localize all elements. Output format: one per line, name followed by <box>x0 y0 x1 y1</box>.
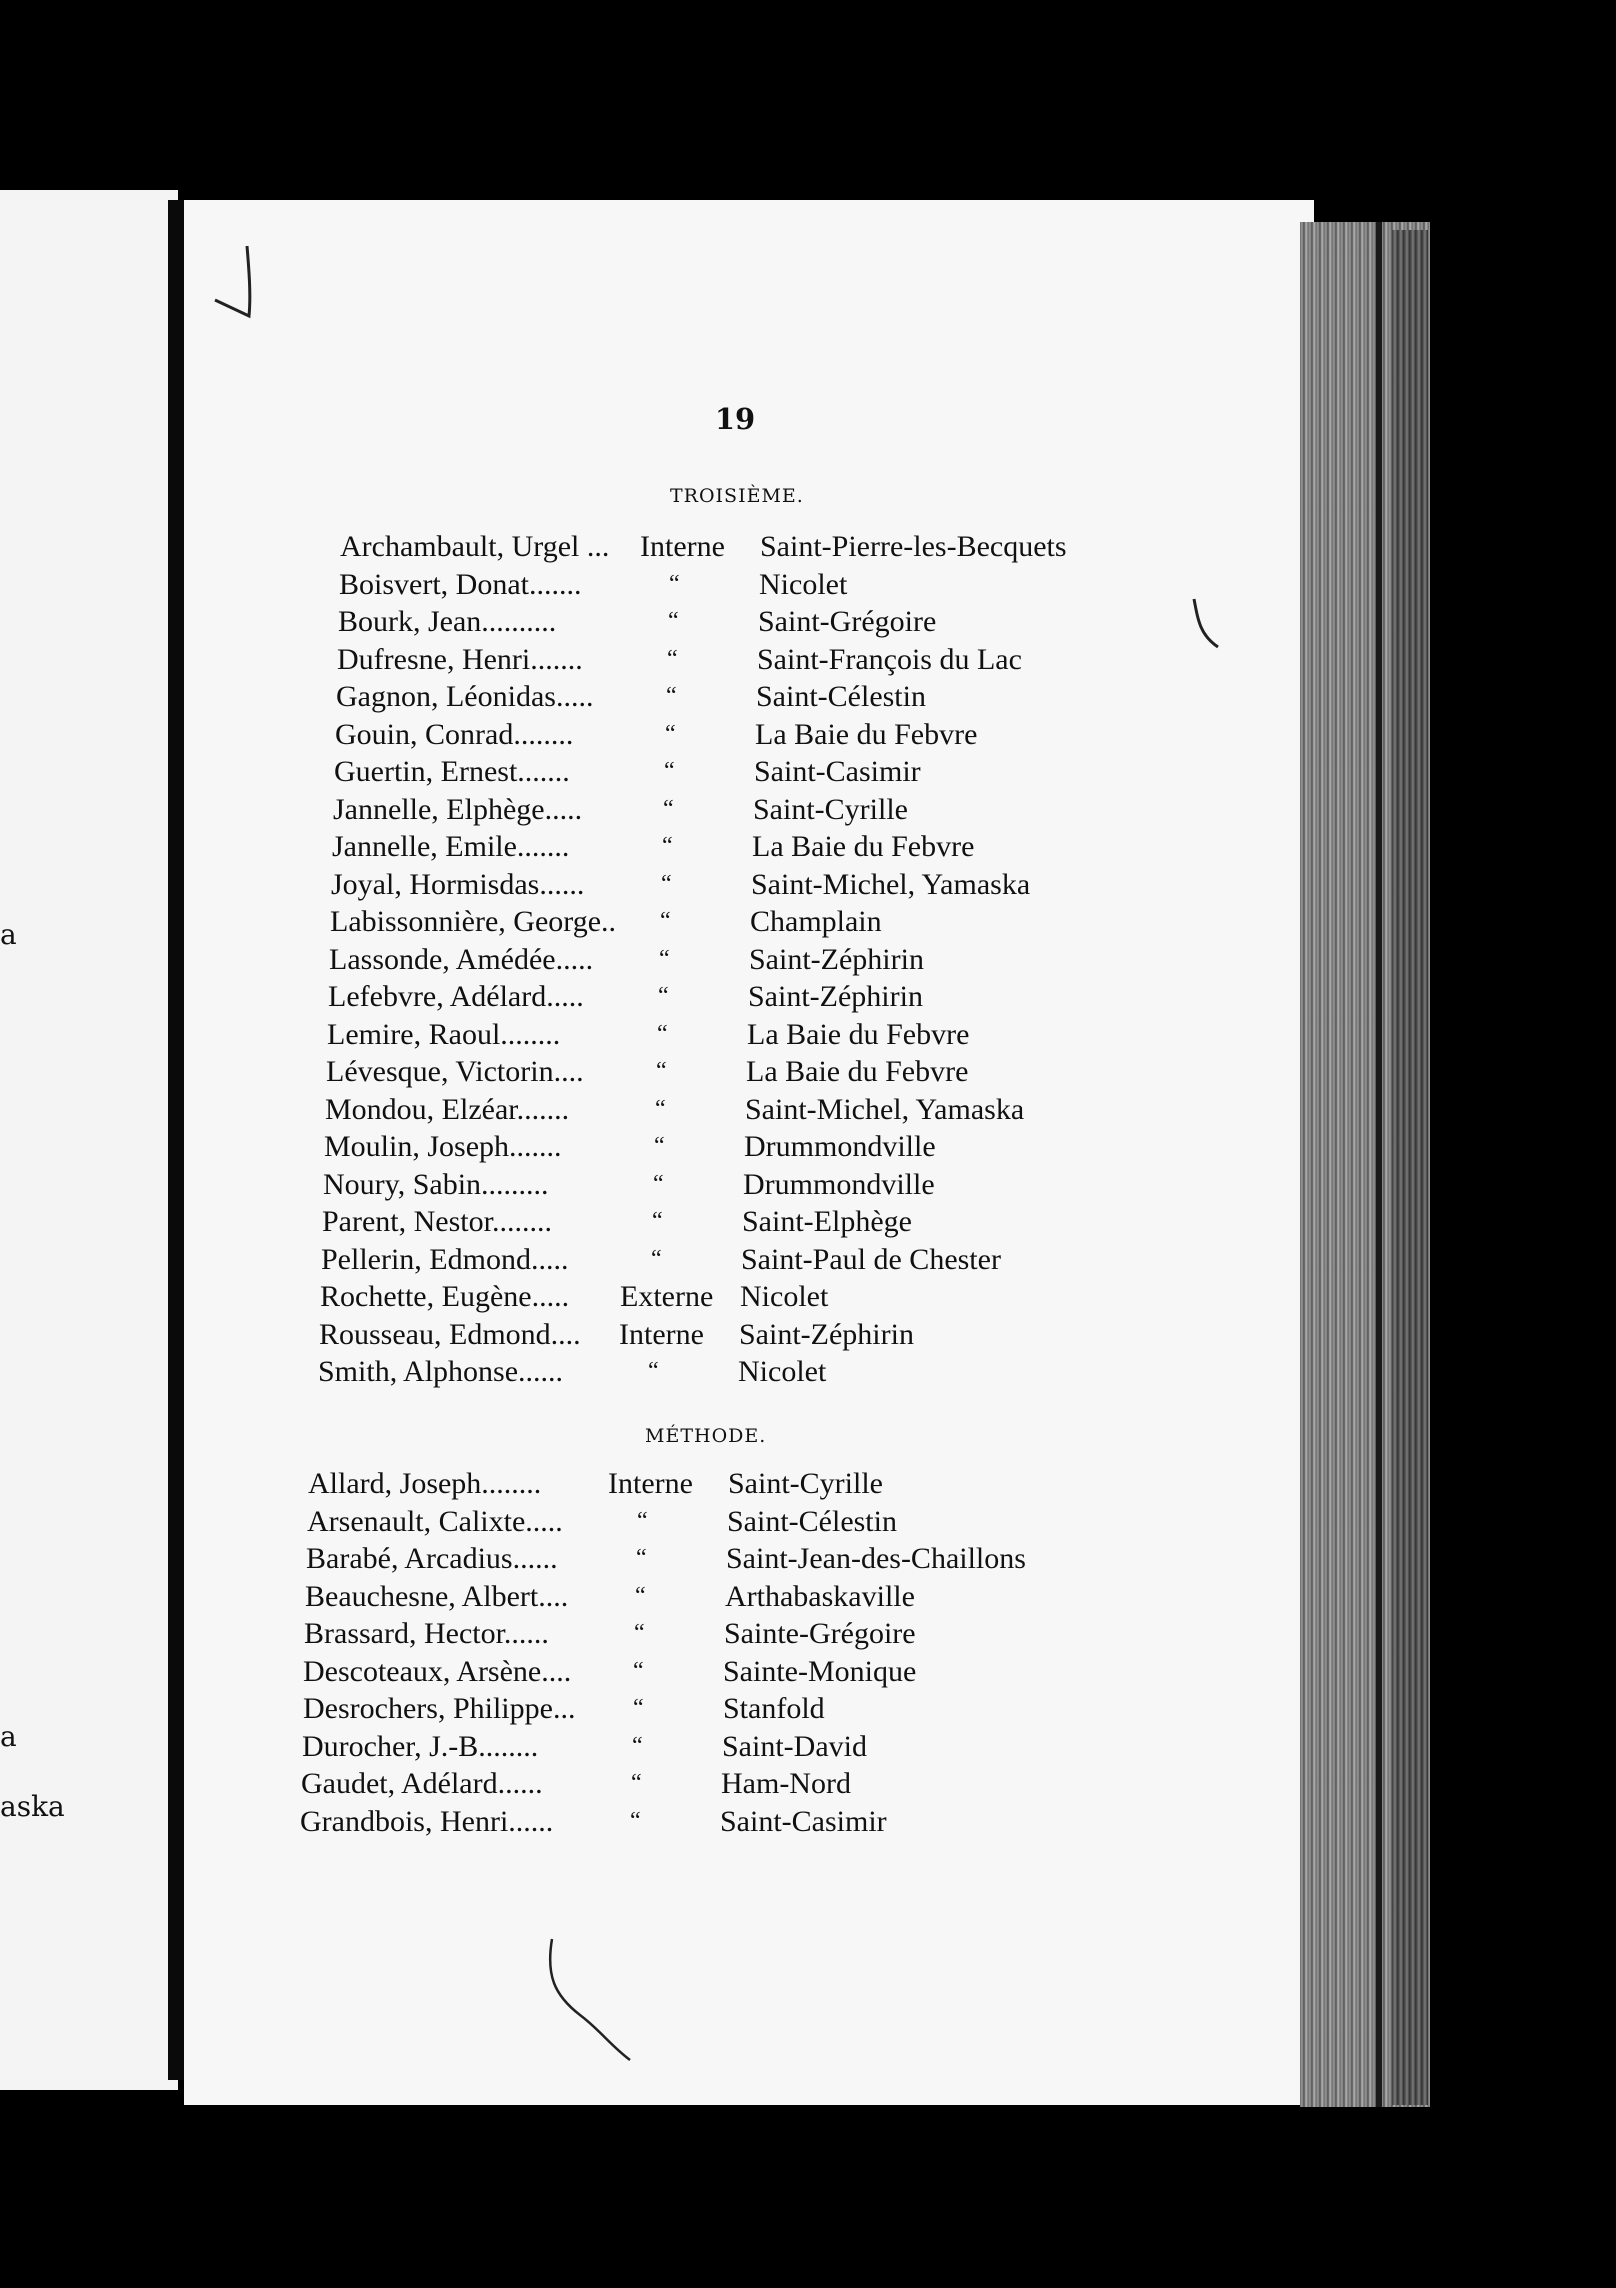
home-parish: Champlain <box>750 905 882 938</box>
enrollment-status: “ <box>633 1695 644 1721</box>
list-item <box>333 791 1160 829</box>
enrollment-status: Externe <box>620 1280 714 1313</box>
enrollment-status: “ <box>661 870 672 897</box>
student-name: Bourk, Jean.......... <box>338 605 557 638</box>
enrollment-status: “ <box>637 1507 648 1534</box>
enrollment-status: “ <box>659 945 670 972</box>
student-name: Guertin, Ernest....... <box>334 755 570 788</box>
enrollment-status: “ <box>635 1582 646 1609</box>
student-name: Barabé, Arcadius...... <box>306 1542 558 1575</box>
enrollment-status: “ <box>648 1358 659 1384</box>
student-name: Boisvert, Donat....... <box>339 567 582 601</box>
student-name: Mondou, Elzéar....... <box>325 1092 570 1126</box>
student-name: Lemire, Raoul........ <box>327 1017 561 1051</box>
left-page-fragment: a <box>0 1720 17 1753</box>
list-item <box>304 1615 1128 1653</box>
left-page-edge <box>0 190 178 2090</box>
section-heading-troisieme: TROISIÈME. <box>670 485 804 507</box>
list-item <box>327 1016 1160 1054</box>
student-name: Jannelle, Emile....... <box>332 830 570 863</box>
enrollment-status: “ <box>660 908 671 934</box>
list-item <box>331 866 1160 904</box>
list-item <box>300 1803 1128 1841</box>
list-item <box>303 1653 1128 1691</box>
enrollment-status: “ <box>630 1807 641 1834</box>
home-parish: La Baie du Febvre <box>747 1017 970 1051</box>
list-item <box>303 1690 1128 1728</box>
student-name: Dufresne, Henri....... <box>337 642 583 676</box>
student-name: Rochette, Eugène..... <box>320 1280 570 1313</box>
enrollment-status: “ <box>666 683 677 709</box>
home-parish: Nicolet <box>759 567 848 601</box>
student-name: Brassard, Hector...... <box>304 1617 549 1650</box>
home-parish: Ham-Nord <box>721 1767 851 1800</box>
home-parish: Saint-Elphège <box>742 1205 912 1238</box>
enrollment-status: “ <box>669 570 680 597</box>
student-name: Gouin, Conrad........ <box>335 717 574 751</box>
list-item <box>328 978 1160 1016</box>
list-item <box>335 716 1160 754</box>
enrollment-status: Interne <box>640 530 725 563</box>
home-parish: Saint-Cyrille <box>753 792 908 826</box>
list-item <box>319 1316 1160 1354</box>
list-item <box>334 753 1160 791</box>
home-parish: La Baie du Febvre <box>752 830 975 863</box>
enrollment-status: “ <box>633 1657 644 1684</box>
home-parish: Drummondville <box>743 1167 935 1201</box>
enrollment-status: “ <box>663 795 674 822</box>
enrollment-status: “ <box>668 608 679 634</box>
student-name: Durocher, J.-B........ <box>302 1729 539 1763</box>
pencil-mark <box>1190 595 1230 655</box>
list-item <box>305 1578 1128 1616</box>
list-item <box>325 1091 1160 1129</box>
home-parish: Stanfold <box>723 1692 825 1725</box>
enrollment-status: “ <box>632 1732 643 1759</box>
home-parish: Saint-Zéphirin <box>749 942 924 976</box>
home-parish: Saint-Célestin <box>727 1504 897 1538</box>
list-item <box>330 903 1160 941</box>
student-name: Lévesque, Victorin.... <box>326 1055 584 1088</box>
fore-edge-shadow <box>1392 230 1428 2105</box>
enrollment-status: “ <box>664 758 675 784</box>
student-name: Parent, Nestor........ <box>322 1205 552 1238</box>
enrollment-status: “ <box>656 1058 667 1084</box>
student-name: Moulin, Joseph....... <box>324 1130 562 1163</box>
enrollment-status: “ <box>634 1620 645 1646</box>
list-item <box>324 1128 1160 1166</box>
list-item <box>307 1503 1128 1541</box>
home-parish: Saint-François du Lac <box>757 642 1022 676</box>
home-parish: Drummondville <box>744 1130 936 1163</box>
enrollment-status: “ <box>667 645 678 672</box>
student-name: Noury, Sabin......... <box>323 1167 549 1201</box>
enrollment-status: “ <box>655 1095 666 1122</box>
left-page-fragment: a <box>0 918 17 951</box>
home-parish: Sainte-Grégoire <box>724 1617 916 1650</box>
student-name: Arsenault, Calixte..... <box>307 1504 563 1538</box>
student-name: Gagnon, Léonidas..... <box>336 680 594 713</box>
student-name: Gaudet, Adélard...... <box>301 1767 543 1800</box>
home-parish: Saint-Paul de Chester <box>741 1242 1001 1276</box>
list-item <box>326 1053 1160 1091</box>
student-name: Joyal, Hormisdas...... <box>331 867 585 901</box>
home-parish: Saint-Célestin <box>756 680 926 713</box>
enrollment-status: “ <box>631 1770 642 1796</box>
student-name: Rousseau, Edmond.... <box>319 1317 581 1351</box>
enrollment-status: “ <box>651 1245 662 1272</box>
enrollment-status: “ <box>658 983 669 1009</box>
left-page-fragment: aska <box>0 1790 65 1823</box>
student-name: Labissonnière, George.. <box>330 905 617 938</box>
enrollment-status: “ <box>657 1020 668 1047</box>
student-name: Lassonde, Amédée..... <box>329 942 594 976</box>
student-name: Smith, Alphonse...... <box>318 1355 564 1388</box>
home-parish: Saint-Michel, Yamaska <box>751 867 1031 901</box>
student-name: Grandbois, Henri...... <box>300 1804 554 1838</box>
enrollment-status: Interne <box>619 1317 704 1351</box>
student-name: Lefebvre, Adélard..... <box>328 980 584 1013</box>
list-item <box>322 1203 1160 1241</box>
enrollment-status: Interne <box>608 1467 693 1500</box>
list-item <box>323 1166 1160 1204</box>
home-parish: Saint-Jean-des-Chaillons <box>726 1542 1026 1575</box>
home-parish: Saint-Michel, Yamaska <box>745 1092 1025 1126</box>
student-name: Beauchesne, Albert.... <box>305 1579 569 1613</box>
list-item <box>306 1540 1128 1578</box>
home-parish: Arthabaskaville <box>725 1579 915 1613</box>
list-item <box>340 528 1160 566</box>
student-list-methode <box>300 1465 1128 1840</box>
home-parish: Sainte-Monique <box>723 1654 917 1688</box>
home-parish: Nicolet <box>740 1280 829 1313</box>
student-name: Jannelle, Elphège..... <box>333 792 583 826</box>
home-parish: La Baie du Febvre <box>746 1055 969 1088</box>
list-item <box>308 1465 1128 1503</box>
home-parish: Nicolet <box>738 1355 827 1388</box>
list-item <box>338 603 1160 641</box>
student-list-troisieme <box>318 528 1160 1391</box>
home-parish: Saint-Pierre-les-Becquets <box>760 530 1067 563</box>
section-heading-methode: MÉTHODE. <box>645 1425 767 1447</box>
home-parish: Saint-Grégoire <box>758 605 937 638</box>
list-item <box>320 1278 1160 1316</box>
enrollment-status: “ <box>654 1133 665 1159</box>
list-item <box>321 1241 1160 1279</box>
home-parish: Saint-David <box>722 1729 867 1763</box>
home-parish: Saint-Zéphirin <box>739 1317 914 1351</box>
list-item <box>337 641 1160 679</box>
list-item <box>332 828 1160 866</box>
list-item <box>301 1765 1128 1803</box>
list-item <box>339 566 1160 604</box>
home-parish: Saint-Casimir <box>754 755 921 788</box>
enrollment-status: “ <box>636 1545 647 1571</box>
home-parish: Saint-Zéphirin <box>748 980 923 1013</box>
enrollment-status: “ <box>653 1170 664 1197</box>
list-item <box>302 1728 1128 1766</box>
home-parish: Saint-Casimir <box>720 1804 887 1838</box>
student-name: Archambault, Urgel ... <box>340 530 610 563</box>
fore-edge-line <box>1376 222 1382 2107</box>
list-item <box>336 678 1160 716</box>
student-name: Desrochers, Philippe... <box>303 1692 576 1725</box>
pencil-mark <box>205 240 265 330</box>
list-item <box>329 941 1160 979</box>
student-name: Allard, Joseph........ <box>308 1467 542 1500</box>
enrollment-status: “ <box>652 1208 663 1234</box>
enrollment-status: “ <box>665 720 676 747</box>
home-parish: La Baie du Febvre <box>755 717 978 751</box>
list-item <box>318 1353 1160 1391</box>
page-number: 19 <box>714 402 756 436</box>
pencil-mark <box>540 1935 640 2065</box>
student-name: Descoteaux, Arsène.... <box>303 1654 572 1688</box>
home-parish: Saint-Cyrille <box>728 1467 883 1500</box>
enrollment-status: “ <box>662 833 673 859</box>
student-name: Pellerin, Edmond..... <box>321 1242 569 1276</box>
